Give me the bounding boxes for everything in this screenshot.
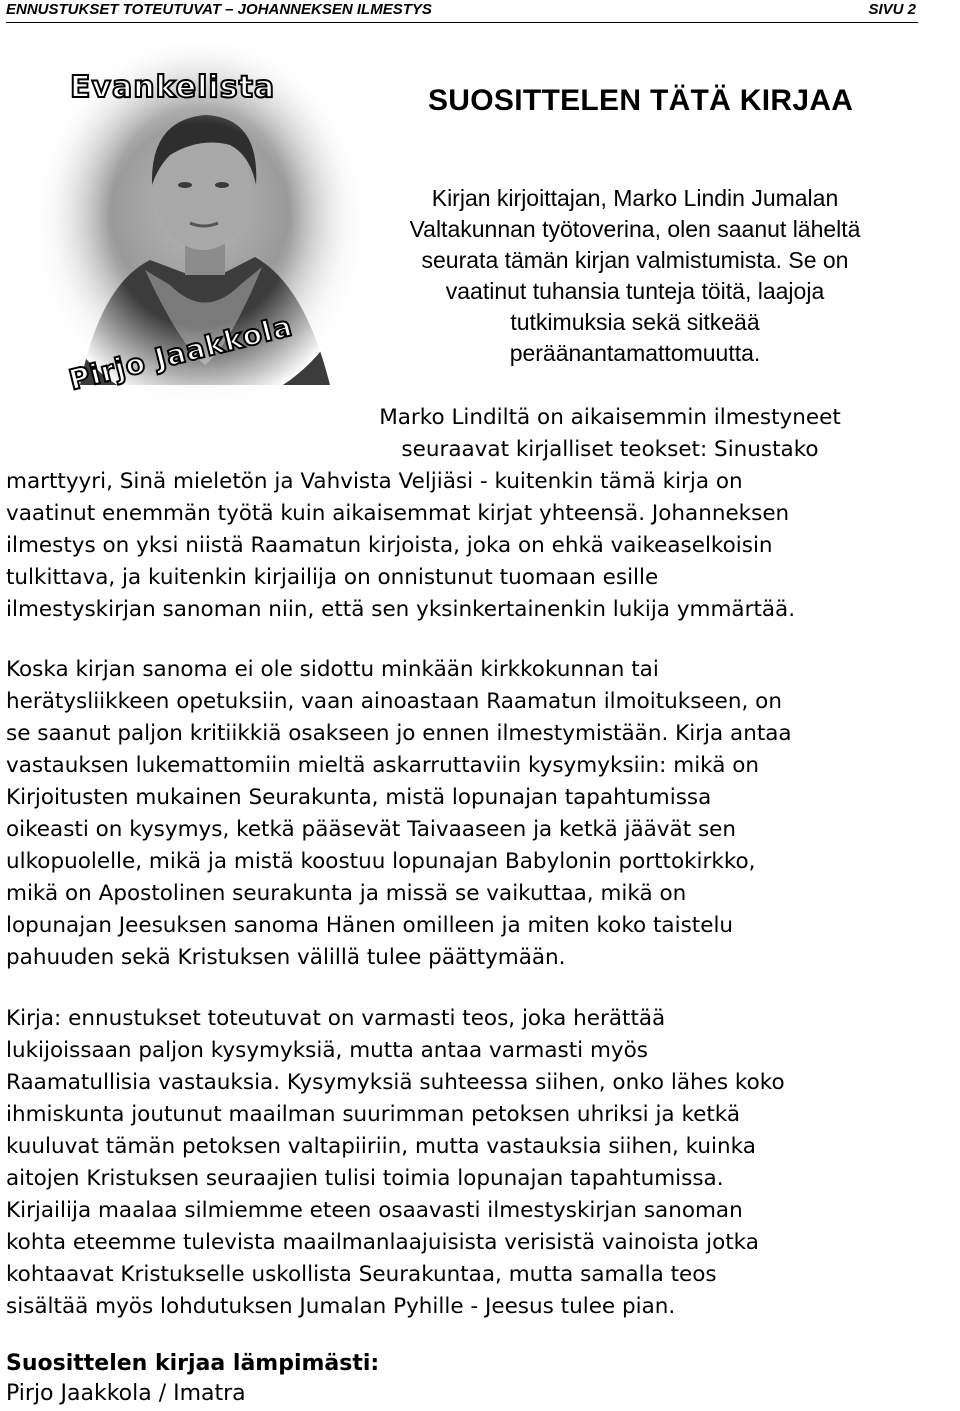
text-line: herätysliikkeen opetuksiin, vaan ainoastaan Raamatun ilmoitukseen, on [6,689,782,714]
text-line: kuuluvat tämän petoksen valtapiiriin, mutta vastauksia siihen, kuinka [6,1134,756,1159]
text-line: se saanut paljon kritiikkiä osakseen jo ennen ilmestymistään. Kirja antaa [6,721,792,746]
running-title: ENNUSTUKSET TOTEUTUVAT – JOHANNEKSEN ILMESTYS [6,1,432,18]
text-line: Marko Lindiltä on aikaisemmin ilmestyneet [379,405,841,430]
text-line: Kirjoitusten mukainen Seurakunta, mistä lopunajan tapahtumissa [6,785,712,810]
text-line: Raamatullisia vastauksia. Kysymyksiä suhteessa siihen, onko lähes koko [6,1070,785,1095]
text-line: marttyyri, Sinä mieletön ja Vahvista Veljiäsi - kuitenkin tämä kirja on [6,469,743,494]
text-line: seurata tämän kirjan valmistumista. Se on [421,247,849,273]
paragraph-2-lead [340,402,880,466]
text-line: Kirja: ennustukset toteutuvat on varmasti teos, joka herättää [6,1006,666,1031]
text-line: lukijoissaan paljon kysymyksiä, mutta antaa varmasti myös [6,1038,648,1063]
closing-title: Suosittelen kirjaa lämpimästi: [6,1351,380,1376]
text-line: aitojen Kristuksen seuraajien tulisi toimia lopunajan tapahtumissa. [6,1166,724,1191]
page-header [6,0,916,20]
text-line: vastauksen lukemattomiin mieltä askarruttaviin kysymyksiin: mikä on [6,753,760,778]
text-line: vaatinut tuhansia tunteja töitä, laajoja [445,278,825,304]
text-line: vaatinut enemmän työtä kuin aikaisemmat kirjat yhteensä. Johanneksen [6,501,790,526]
text-line: Kirjailija maalaa silmiemme eteen osaavasti ilmestyskirjan sanoman [6,1198,743,1223]
intro-paragraph [350,183,920,369]
text-line: lopunajan Jeesuksen sanoma Hänen omilleen ja miten koko taistelu [6,913,734,938]
paragraph-4 [6,1003,956,1323]
text-line: ihmiskunta joutunut maailman suurimman petoksen uhriksi ja ketkä [6,1102,741,1127]
text-line: tulkittava, ja kuitenkin kirjailija on onnistunut tuomaan esille [6,565,659,590]
text-line: Koska kirjan sanoma ei ole sidottu minkään kirkkokunnan tai [6,657,659,682]
portrait-top-text: Evankelista [70,70,276,105]
text-line: seuraavat kirjalliset teokset: Sinustako [401,437,819,462]
text-line: oikeasti on kysymys, ketkä pääsevät Taivaaseen ja ketkä jäävät sen [6,817,737,842]
paragraph-3 [6,654,956,974]
page-title: SUOSITTELEN TÄTÄ KIRJAA [428,84,854,117]
text-line: Valtakunnan työtoverina, olen saanut läheltä [409,216,861,242]
text-line: kohtaavat Kristukselle uskollista Seurakuntaa, mutta samalla teos [6,1262,717,1287]
portrait-bottom-text: Pirjo Jaakkola [65,309,296,397]
author-signature: Pirjo Jaakkola / Imatra [6,1381,246,1406]
paragraph-2-body [6,466,956,626]
page-number: SIVU 2 [868,1,916,18]
header-rule [6,22,918,23]
text-line: pahuuden sekä Kristuksen välillä tulee päättymään. [6,945,566,970]
text-line: ilmestys on yksi niistä Raamatun kirjoista, joka on ehkä vaikeaselkoisin [6,533,773,558]
text-line: ilmestyskirjan sanoman niin, että sen yksinkertainenkin lukija ymmärtää. [6,597,796,622]
text-line: kohta eteemme tulevista maailmanlaajuisista verisistä vainoista jotka [6,1230,759,1255]
text-line: mikä on Apostolinen seurakunta ja missä se vaikuttaa, mikä on [6,881,687,906]
text-line: ulkopuolelle, mikä ja mistä koostuu lopunajan Babylonin porttokirkko, [6,849,756,874]
text-line: Kirjan kirjoittajan, Marko Lindin Jumalan [431,185,839,211]
portrait-svg [40,45,370,405]
portrait-image [40,45,370,405]
text-line: tutkimuksia sekä sitkeää [510,309,760,335]
text-line: sisältää myös lohdutuksen Jumalan Pyhille - Jeesus tulee pian. [6,1294,676,1319]
text-line: peräänantamattomuutta. [509,340,761,366]
